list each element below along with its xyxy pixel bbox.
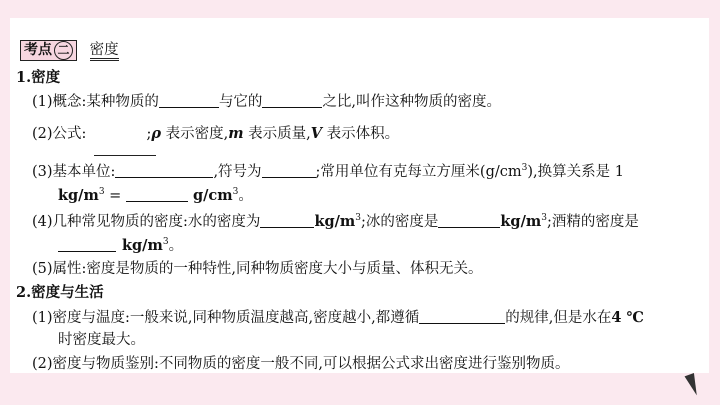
item-text: 。 — [238, 188, 253, 204]
answer-blank[interactable] — [262, 93, 322, 108]
item-temperature-cont — [58, 330, 145, 350]
item-text: 表示密度, — [160, 126, 229, 142]
item-text: 表示体积。 — [322, 126, 400, 142]
answer-blank[interactable] — [419, 309, 505, 324]
unit: kg/m — [314, 213, 356, 230]
item-number: (4) — [32, 214, 53, 230]
unit: kg/m — [122, 237, 163, 254]
formula-blank[interactable] — [94, 155, 156, 156]
unit: kg/m — [500, 213, 542, 230]
answer-blank[interactable] — [115, 163, 213, 178]
item-number: (1) — [32, 94, 53, 110]
item-text: ;常用单位有克每立方厘米(g/cm — [315, 164, 522, 180]
item-text: 公式: — [52, 126, 87, 142]
answer-blank[interactable] — [58, 237, 116, 252]
topic-badge — [20, 40, 77, 61]
superscript: 3 — [521, 163, 528, 173]
worksheet — [10, 18, 709, 373]
item-concept — [32, 92, 501, 112]
unit: kg/m — [58, 187, 99, 204]
answer-blank[interactable] — [438, 213, 500, 228]
item-text: 属性:密度是物质的一种特性,同种物质密度大小与质量、体积无关。 — [52, 261, 483, 277]
cursor-pointer-icon — [685, 373, 702, 397]
item-property — [32, 259, 483, 279]
item-text: 时密度最大。 — [58, 332, 145, 348]
superscript: 3 — [541, 213, 547, 223]
item-text: 密度与物质鉴别:不同物质的密度一般不同,可以根据公式求出密度进行鉴别物质。 — [52, 356, 570, 372]
superscript: 3 — [232, 187, 239, 197]
answer-blank[interactable] — [260, 213, 314, 228]
item-text: 表示质量, — [243, 126, 311, 142]
item-identification — [32, 354, 570, 373]
item-text: 基本单位: — [52, 164, 116, 180]
item-number: (2) — [32, 126, 53, 142]
item-text: 与它的 — [218, 94, 263, 110]
section-header — [20, 40, 119, 61]
symbol-rho: ρ — [151, 125, 161, 142]
item-unit-cont — [58, 182, 253, 206]
symbol-v: V — [310, 125, 323, 142]
item-text: ;冰的密度是 — [361, 214, 439, 230]
item-text: 之比,叫作这种物质的密度。 — [322, 94, 502, 110]
symbol-m: m — [228, 125, 244, 142]
heading-density-life: 2.密度与生活 — [16, 284, 104, 301]
item-temperature — [32, 308, 644, 328]
answer-blank[interactable] — [159, 93, 219, 108]
item-text: 几种常见物质的密度:水的密度为 — [52, 214, 261, 230]
topic-number: 二 — [54, 41, 73, 60]
item-text: ,符号为 — [213, 164, 262, 180]
item-unit — [32, 158, 624, 182]
unit: g/cm — [187, 187, 233, 204]
topic-badge-text: 考点 — [24, 42, 52, 58]
item-number: (2) — [32, 356, 53, 372]
item-number: (3) — [32, 164, 53, 180]
item-text: 密度与温度:一般来说,同种物质温度越高,密度越小,都遵循 — [52, 310, 420, 326]
superscript: 3 — [98, 187, 105, 197]
item-common-densities — [32, 208, 639, 232]
item-number: (1) — [32, 310, 53, 326]
item-text: ),换算关系是 1 — [527, 164, 624, 180]
answer-blank[interactable] — [126, 187, 188, 202]
item-text: 概念:某种物质的 — [52, 94, 159, 110]
item-text: = — [104, 188, 126, 204]
superscript: 3 — [162, 237, 169, 247]
item-text: ; — [146, 126, 152, 142]
item-text: 的规律,但是水在 — [505, 310, 612, 326]
item-common-densities-cont — [58, 232, 183, 256]
superscript: 3 — [355, 213, 361, 223]
item-text: ;酒精的密度是 — [546, 214, 639, 230]
temperature-value: 4 ℃ — [611, 309, 644, 326]
answer-blank[interactable] — [262, 163, 316, 178]
item-text: 。 — [168, 238, 184, 254]
item-formula — [32, 124, 399, 144]
topic-title: 密度 — [90, 42, 119, 61]
heading-density: 1.密度 — [16, 69, 61, 86]
item-number: (5) — [32, 261, 53, 277]
